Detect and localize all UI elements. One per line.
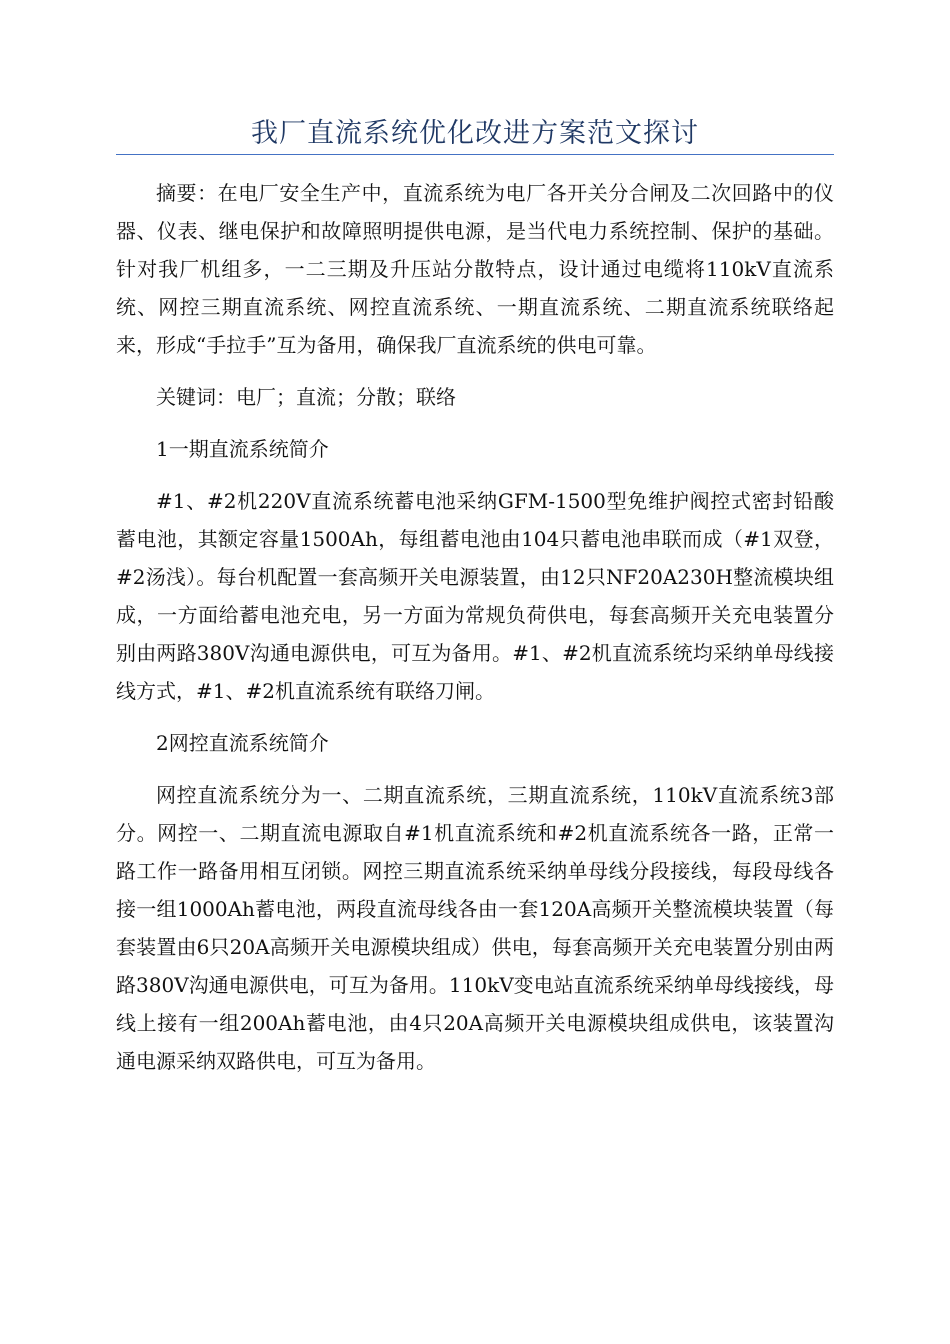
document-title: 我厂直流系统优化改进方案范文探讨 [251,118,699,149]
title-underline [116,154,834,155]
section-heading-1: 1一期直流系统简介 [156,437,329,461]
keywords-paragraph: 关键词：电厂；直流；分散；联络 [156,385,456,409]
document-body [116,174,834,1094]
abstract-paragraph: 摘要：在电厂安全生产中，直流系统为电厂各开关分合闸及二次回路中的仪器、仪表、继电保护和故障照明提供电源，是当代电力系统控制、保护的基础。针对我厂机组多，一二三期及升压站分散特点，设计通过电缆将110kV直流系统、网控三期直流系统、网控直流系统、一期直流系统、二期直流系统联络起来，形成“手拉手”互为备用，确保我厂直流系统的供电可靠。 [116,181,834,357]
section-1-paragraph: #1、#2机220V直流系统蓄电池采纳GFM-1500型免维护阀控式密封铅酸蓄电池，其额定容量1500Ah，每组蓄电池由104只蓄电池串联而成（#1双登，#2汤浅）。每台机配置一套高频开关电源装置，由12只NF20A230H整流模块组成，一方面给蓄电池充电，另一方面为常规负荷供电，每套高频开关充电装置分别由两路380V沟通电源供电，可互为备用。#1、#2机直流系统均采纳单母线接线方式，#1、#2机直流系统有联络刀闸。 [116,489,834,703]
section-heading-2: 2网控直流系统简介 [156,731,329,755]
section-2-paragraph: 网控直流系统分为一、二期直流系统，三期直流系统，110kV直流系统3部分。网控一、二期直流电源取自#1机直流系统和#2机直流系统各一路，正常一路工作一路备用相互闭锁。网控三期直流系统采纳单母线分段接线，每段母线各接一组1000Ah蓄电池，两段直流母线各由一套120A高频开关整流模块装置（每套装置由6只20A高频开关电源模块组成）供电，每套高频开关充电装置分别由两路380V沟通电源供电，可互为备用。110kV变电站直流系统采纳单母线接线，母线上接有一组200Ah蓄电池，由4只20A高频开关电源模块组成供电，该装置沟通电源采纳双路供电，可互为备用。 [116,783,834,1073]
